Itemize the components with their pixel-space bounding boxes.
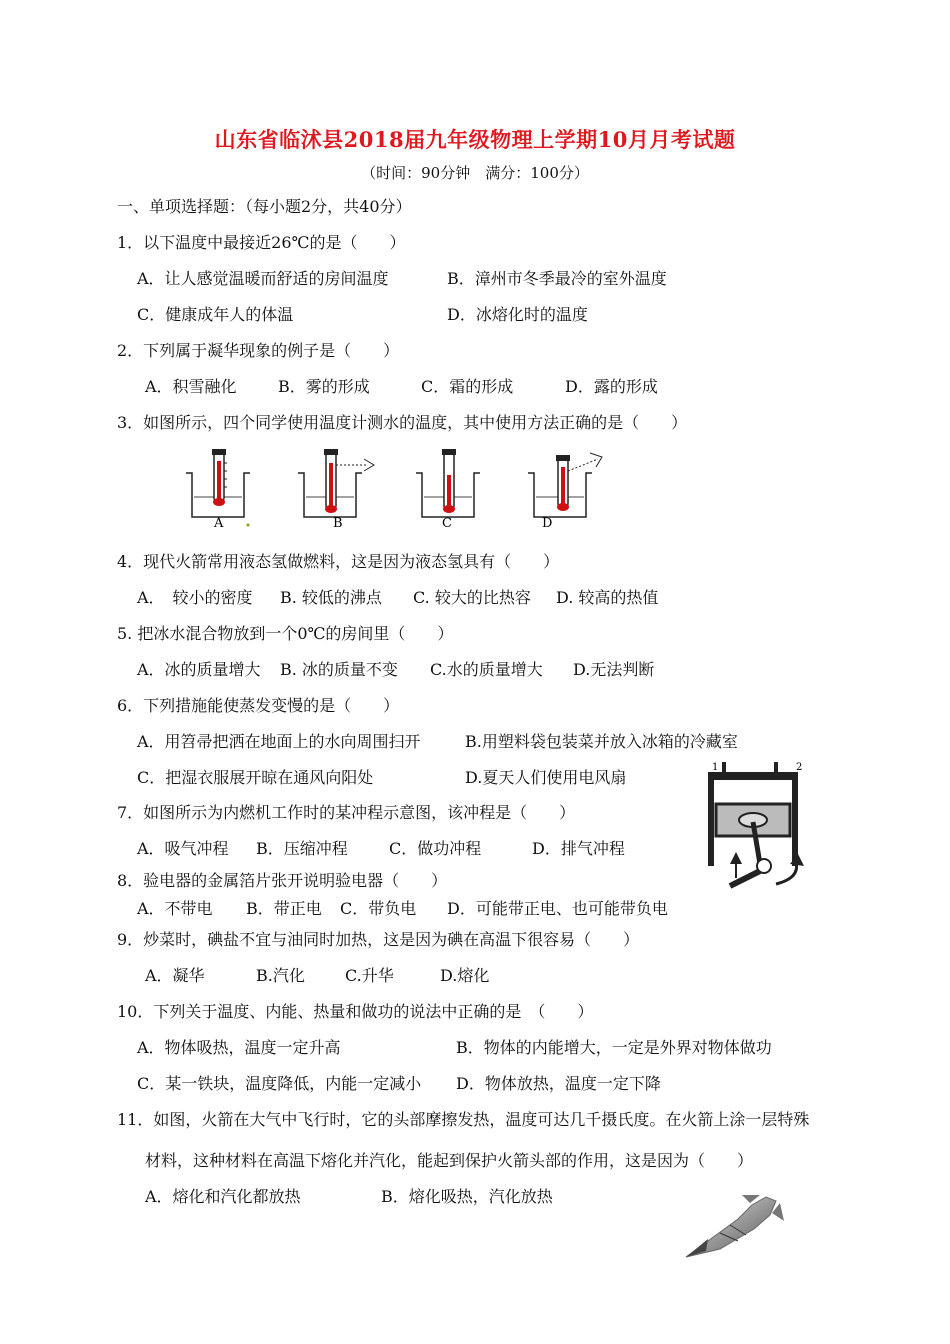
q6-option-b: B.用塑料袋包装菜并放入冰箱的冷藏室	[465, 732, 738, 751]
q5-option-d: D.无法判断	[573, 660, 655, 679]
q5-option-a: A．冰的质量增大	[137, 660, 261, 679]
question-2-stem: 2．下列属于凝华现象的例子是（ ）	[117, 341, 400, 360]
q1-option-d: D．冰熔化时的温度	[447, 305, 588, 324]
q5-option-c: C.水的质量增大	[430, 660, 543, 679]
question-4-stem: 4．现代火箭常用液态氢做燃料，这是因为液态氢具有（ ）	[117, 552, 560, 571]
q2-option-d: D．露的形成	[565, 377, 658, 396]
q7-option-a: A．吸气冲程	[137, 839, 229, 858]
valve-label-1: 1	[712, 762, 719, 773]
section-heading: 一、单项选择题：（每小题2分，共40分）	[117, 197, 412, 216]
q8-option-a: A．不带电	[137, 899, 213, 918]
q1-option-c: C．健康成年人的体温	[137, 305, 294, 324]
q7-option-b: B．压缩冲程	[256, 839, 348, 858]
q2-option-b: B．雾的形成	[278, 377, 370, 396]
question-11-stem-cont: 材料，这种材料在高温下熔化并汽化，能起到保护火箭头部的作用，这是因为（ ）	[145, 1151, 754, 1170]
beaker-c	[416, 449, 480, 517]
q10-option-a: A．物体吸热，温度一定升高	[137, 1038, 341, 1057]
question-5-stem: 5. 把冰水混合物放到一个0℃的房间里（ ）	[117, 624, 454, 643]
q5-option-b: B. 冰的质量不变	[280, 660, 398, 679]
question-10-stem: 10．下列关于温度、内能、热量和做功的说法中正确的是 （ ）	[117, 1002, 594, 1021]
q2-option-a: A．积雪融化	[145, 377, 237, 396]
q10-option-b: B．物体的内能增大，一定是外界对物体做功	[456, 1038, 772, 1057]
q10-option-c: C．某一铁块，温度降低，内能一定减小	[137, 1074, 422, 1093]
figure-label-d: D	[542, 516, 553, 531]
beaker-d	[528, 453, 602, 517]
q6-option-a: A．用笤帚把洒在地面上的水向周围扫开	[137, 732, 421, 751]
thermometer-figure	[178, 445, 618, 535]
engine-stroke-figure	[700, 760, 820, 892]
beaker-b	[298, 449, 374, 517]
q8-option-d: D．可能带正电、也可能带负电	[447, 899, 668, 918]
q11-option-a: A．熔化和汽化都放热	[145, 1187, 301, 1206]
q4-option-a: A． 较小的密度	[137, 588, 253, 607]
page-title: 山东省临沭县2018届九年级物理上学期10月月考试题	[214, 127, 736, 152]
q1-option-a: A．让人感觉温暖而舒适的房间温度	[137, 269, 389, 288]
question-11-stem: 11．如图，火箭在大气中飞行时，它的头部摩擦发热，温度可达几千摄氏度。在火箭上涂一层特殊	[117, 1110, 810, 1129]
exam-info: （时间：90分钟 满分：100分）	[361, 164, 589, 182]
rocket-figure	[680, 1195, 790, 1265]
q1-option-b: B．漳州市冬季最冷的室外温度	[447, 269, 667, 288]
question-8-stem: 8．验电器的金属箔片张开说明验电器（ ）	[117, 871, 448, 890]
figure-label-a: A	[214, 516, 224, 531]
q4-option-d: D. 较高的热值	[556, 588, 659, 607]
figure-label-b: B	[333, 516, 343, 531]
figure-label-c: C	[442, 516, 452, 531]
question-6-stem: 6．下列措施能使蒸发变慢的是（ ）	[117, 696, 400, 715]
q8-option-b: B．带正电	[246, 899, 322, 918]
q4-option-b: B. 较低的沸点	[280, 588, 382, 607]
question-1-stem: 1．以下温度中最接近26℃的是（ ）	[117, 233, 406, 252]
valve-label-2: 2	[796, 762, 803, 773]
q2-option-c: C．霜的形成	[421, 377, 514, 396]
beaker-a	[186, 449, 250, 517]
q10-option-d: D．物体放热，温度一定下降	[456, 1074, 661, 1093]
question-7-stem: 7．如图所示为内燃机工作时的某冲程示意图，该冲程是（ ）	[117, 803, 576, 822]
q9-option-c: C.升华	[345, 966, 394, 985]
q9-option-b: B.汽化	[256, 966, 305, 985]
q7-option-d: D．排气冲程	[532, 839, 625, 858]
question-9-stem: 9．炒菜时，碘盐不宜与油同时加热，这是因为碘在高温下很容易（ ）	[117, 930, 640, 949]
q9-option-a: A．凝华	[145, 966, 205, 985]
q9-option-d: D.熔化	[440, 966, 490, 985]
q4-option-c: C. 较大的比热容	[413, 588, 531, 607]
q7-option-c: C．做功冲程	[389, 839, 482, 858]
q6-option-d: D.夏天人们使用电风扇	[465, 768, 627, 787]
q11-option-b: B．熔化吸热，汽化放热	[381, 1187, 553, 1206]
q8-option-c: C．带负电	[340, 899, 417, 918]
question-3-stem: 3．如图所示，四个同学使用温度计测水的温度，其中使用方法正确的是（ ）	[117, 413, 688, 432]
q6-option-c: C．把湿衣服展开晾在通风向阳处	[137, 768, 374, 787]
